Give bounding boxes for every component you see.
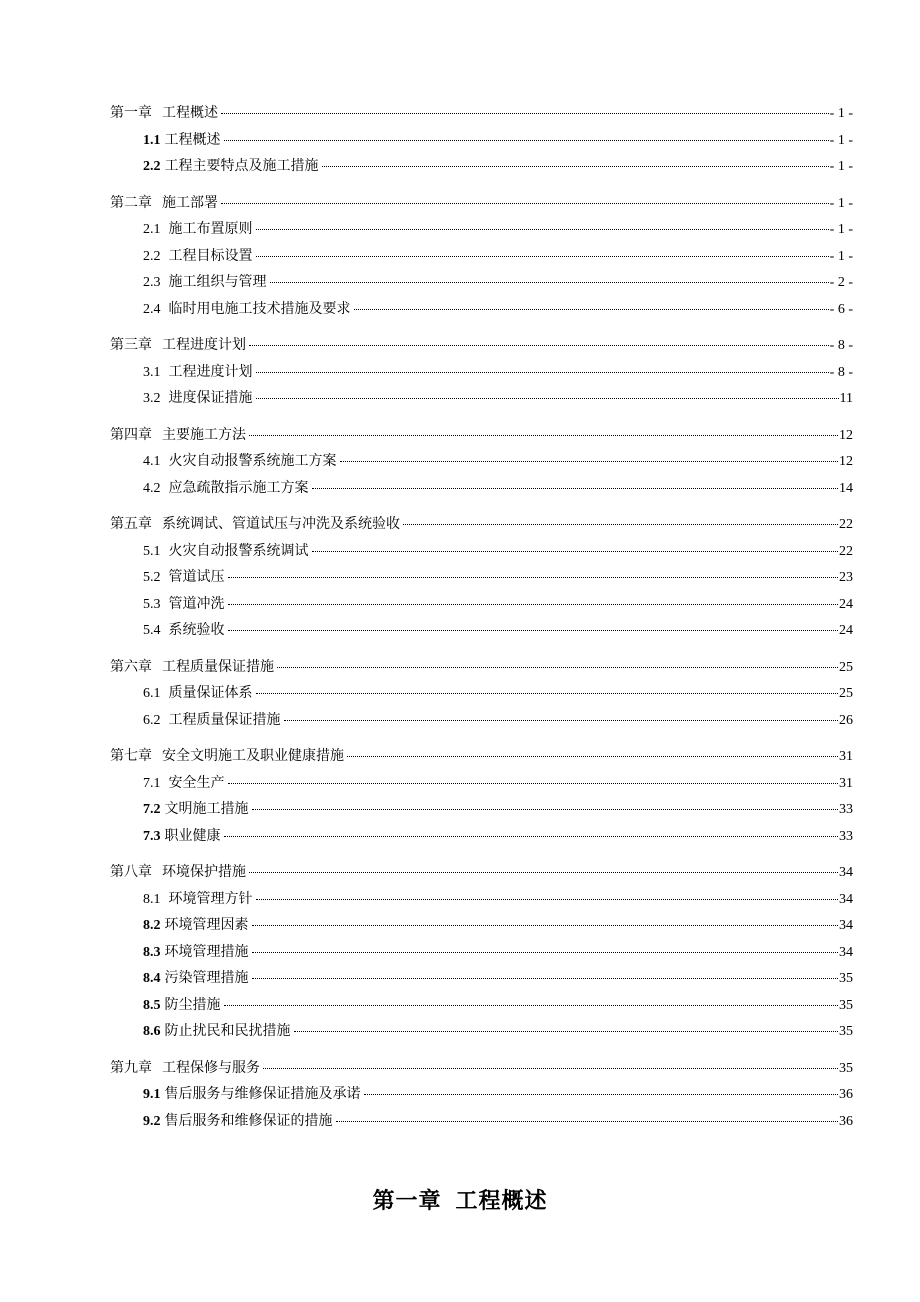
toc-dot-leader	[252, 809, 839, 810]
toc-section-entry[interactable]	[110, 707, 853, 734]
toc-entry-page: 33	[839, 828, 853, 844]
toc-chapter-entry[interactable]	[110, 511, 853, 538]
toc-entry-title: 工程概述	[164, 131, 221, 148]
toc-entry-page: 22	[839, 543, 853, 559]
toc-entry-title: 安全文明施工及职业健康措施	[162, 748, 344, 764]
toc-entry-page: 31	[839, 749, 853, 764]
toc-entry-number: 第三章	[110, 338, 152, 353]
toc-entry-number: 2.2	[143, 248, 161, 264]
toc-entry-number: 第四章	[110, 427, 152, 443]
toc-entry-title: 主要施工方法	[162, 426, 246, 443]
toc-entry-title: 应急疏散指示施工方案	[168, 479, 309, 496]
toc-section-entry[interactable]	[110, 359, 853, 386]
toc-entry-page: 11	[839, 391, 853, 406]
toc-section-entry[interactable]	[110, 243, 853, 270]
toc-dot-leader	[221, 203, 829, 204]
toc-dot-leader	[256, 899, 839, 900]
toc-entry-page: 34	[839, 944, 853, 960]
toc-entry-number: 8.4	[143, 971, 161, 986]
toc-entry-title: 工程目标设置	[168, 247, 253, 264]
toc-entry-title: 火灾自动报警系统施工方案	[168, 453, 337, 469]
toc-dot-leader	[252, 925, 839, 926]
toc-dot-leader	[322, 166, 829, 167]
toc-entry-page: 23	[839, 570, 853, 585]
toc-dot-leader	[336, 1121, 839, 1122]
toc-section-entry[interactable]	[110, 770, 853, 797]
toc-dot-leader	[256, 398, 839, 399]
toc-entry-page: 34	[839, 865, 853, 880]
toc-entry-title: 环境管理因素	[164, 917, 249, 933]
toc-entry-number: 9.2	[143, 1113, 161, 1129]
toc-entry-page: - 8 -	[829, 364, 853, 380]
toc-entry-number: 7.3	[143, 828, 161, 844]
toc-entry-number: 第七章	[110, 749, 152, 764]
toc-dot-leader	[403, 524, 838, 525]
toc-entry-number: 5.1	[143, 543, 161, 559]
toc-section-entry[interactable]	[110, 680, 853, 707]
toc-dot-leader	[256, 256, 829, 257]
toc-entry-number: 8.6	[143, 1024, 161, 1039]
toc-entry-title: 施工布置原则	[168, 221, 253, 237]
toc-entry-title: 火灾自动报警系统调试	[168, 542, 309, 559]
toc-entry-number: 5.2	[143, 570, 161, 585]
toc-section-entry[interactable]	[110, 127, 853, 154]
toc-entry-page: - 6 -	[829, 301, 853, 317]
toc-entry-page: 31	[839, 775, 853, 791]
toc-dot-leader	[256, 372, 829, 373]
toc-section-entry[interactable]	[110, 912, 853, 939]
toc-dot-leader	[228, 577, 839, 578]
toc-entry-number: 7.1	[143, 775, 161, 791]
toc-entry-number: 3.2	[143, 391, 161, 406]
toc-dot-leader	[224, 836, 839, 837]
toc-entry-page: 26	[839, 712, 853, 728]
toc-entry-page: - 1 -	[829, 195, 853, 211]
toc-entry-title: 工程质量保证措施	[162, 658, 274, 675]
toc-entry-title: 安全生产	[168, 774, 225, 791]
table-of-contents	[110, 100, 853, 1134]
toc-dot-leader	[256, 229, 829, 230]
toc-entry-page: - 2 -	[829, 275, 853, 290]
toc-entry-number: 第九章	[110, 1060, 152, 1076]
toc-entry-title: 工程进度计划	[162, 337, 246, 353]
toc-dot-leader	[224, 1005, 839, 1006]
toc-entry-page: - 1 -	[829, 106, 853, 121]
toc-entry-page: 34	[839, 918, 853, 933]
toc-entry-page: 25	[839, 686, 853, 701]
toc-section-entry[interactable]	[110, 216, 853, 243]
toc-entry-number: 8.1	[143, 891, 161, 907]
toc-entry-page: - 1 -	[829, 132, 853, 148]
toc-entry-number: 7.2	[143, 802, 161, 817]
toc-entry-page: 36	[839, 1113, 853, 1129]
toc-dot-leader	[277, 667, 838, 668]
toc-entry-page: 12	[839, 454, 853, 469]
toc-entry-number: 4.1	[143, 454, 161, 469]
toc-entry-title: 污染管理措施	[164, 970, 249, 986]
toc-entry-number: 2.2	[143, 159, 161, 174]
toc-dot-leader	[340, 461, 839, 462]
toc-entry-page: 33	[839, 802, 853, 817]
toc-dot-leader	[249, 345, 829, 346]
toc-dot-leader	[354, 309, 829, 310]
toc-chapter-entry[interactable]	[110, 654, 853, 681]
toc-section-entry[interactable]	[110, 564, 853, 591]
toc-entry-number: 2.1	[143, 222, 161, 237]
toc-entry-number: 第五章	[110, 517, 152, 532]
toc-entry-number: 5.3	[143, 596, 161, 612]
toc-dot-leader	[294, 1031, 839, 1032]
toc-entry-title: 质量保证体系	[168, 685, 253, 701]
toc-entry-title: 环境管理措施	[164, 943, 249, 960]
toc-entry-number: 第二章	[110, 195, 152, 211]
toc-entry-page: - 1 -	[829, 248, 853, 264]
toc-dot-leader	[284, 720, 839, 721]
chapter-heading	[0, 1184, 920, 1215]
toc-dot-leader	[364, 1094, 839, 1095]
toc-entry-number: 第一章	[110, 106, 152, 121]
toc-entry-number: 6.1	[143, 686, 161, 701]
toc-entry-title: 临时用电施工技术措施及要求	[168, 300, 351, 317]
toc-entry-number: 8.3	[143, 944, 161, 960]
toc-entry-page: 35	[839, 1024, 853, 1039]
toc-dot-leader	[228, 783, 839, 784]
toc-entry-title: 防尘措施	[164, 996, 221, 1013]
toc-entry-number: 8.5	[143, 997, 161, 1013]
toc-entry-page: - 1 -	[829, 159, 853, 174]
toc-dot-leader	[249, 872, 838, 873]
toc-entry-page: - 1 -	[829, 222, 853, 237]
toc-dot-leader	[252, 978, 839, 979]
toc-entry-number: 6.2	[143, 712, 161, 728]
toc-entry-title: 工程质量保证措施	[168, 711, 281, 728]
toc-entry-title: 文明施工措施	[164, 801, 249, 817]
toc-entry-number: 1.1	[143, 132, 161, 148]
chapter-heading-number: 第一章	[372, 1188, 442, 1214]
toc-entry-page: 35	[839, 971, 853, 986]
toc-dot-leader	[249, 435, 838, 436]
toc-chapter-entry[interactable]	[110, 190, 853, 217]
toc-entry-title: 进度保证措施	[168, 390, 253, 406]
toc-dot-leader	[312, 488, 839, 489]
toc-entry-title: 售后服务和维修保证的措施	[164, 1112, 333, 1129]
toc-entry-title: 售后服务与维修保证措施及承诺	[164, 1086, 361, 1102]
toc-entry-number: 9.1	[143, 1087, 161, 1102]
toc-section-entry[interactable]	[110, 538, 853, 565]
toc-chapter-entry[interactable]	[110, 1055, 853, 1082]
toc-section-entry[interactable]	[110, 385, 853, 412]
toc-section-entry[interactable]	[110, 823, 853, 850]
toc-entry-page: 36	[839, 1087, 853, 1102]
toc-entry-number: 3.1	[143, 364, 161, 380]
toc-dot-leader	[221, 113, 829, 114]
toc-dot-leader	[347, 756, 838, 757]
toc-chapter-entry[interactable]	[110, 100, 853, 127]
toc-dot-leader	[312, 551, 839, 552]
toc-entry-title: 施工组织与管理	[168, 274, 267, 290]
toc-section-entry[interactable]	[110, 992, 853, 1019]
toc-section-entry[interactable]	[110, 886, 853, 913]
toc-chapter-entry[interactable]	[110, 859, 853, 886]
toc-entry-page: 24	[839, 596, 853, 612]
toc-entry-title: 环境管理方针	[168, 890, 253, 907]
toc-entry-title: 工程主要特点及施工措施	[164, 158, 319, 174]
toc-section-entry[interactable]	[110, 475, 853, 502]
toc-entry-number: 2.3	[143, 275, 161, 290]
toc-entry-page: 12	[839, 427, 853, 443]
toc-entry-page: 22	[839, 517, 853, 532]
toc-entry-title: 管道试压	[168, 569, 225, 585]
toc-entry-page: 34	[839, 891, 853, 907]
toc-dot-leader	[252, 952, 839, 953]
toc-entry-page: 25	[839, 659, 853, 675]
toc-section-entry[interactable]	[110, 591, 853, 618]
toc-entry-page: 14	[839, 480, 853, 496]
toc-entry-page: - 8 -	[829, 338, 853, 353]
toc-section-entry[interactable]	[110, 796, 853, 823]
toc-entry-number: 8.2	[143, 918, 161, 933]
toc-entry-title: 管道冲洗	[168, 595, 225, 612]
toc-entry-title: 系统调试、管道试压与冲洗及系统验收	[162, 516, 400, 532]
toc-chapter-entry[interactable]	[110, 743, 853, 770]
toc-chapter-entry[interactable]	[110, 332, 853, 359]
toc-entry-title: 环境保护措施	[162, 864, 246, 880]
toc-section-entry[interactable]	[110, 965, 853, 992]
toc-entry-title: 工程进度计划	[168, 363, 253, 380]
toc-entry-title: 防止扰民和民扰措施	[164, 1023, 291, 1039]
toc-section-entry[interactable]	[110, 1108, 853, 1135]
toc-chapter-entry[interactable]	[110, 422, 853, 449]
toc-entry-number: 5.4	[143, 623, 161, 638]
toc-section-entry[interactable]	[110, 448, 853, 475]
toc-dot-leader	[270, 282, 829, 283]
toc-entry-title: 工程概述	[162, 105, 218, 121]
toc-entry-number: 第八章	[110, 865, 152, 880]
toc-entry-number: 4.2	[143, 480, 161, 496]
toc-entry-page: 35	[839, 1060, 853, 1076]
toc-section-entry[interactable]	[110, 1018, 853, 1045]
toc-dot-leader	[228, 604, 839, 605]
toc-dot-leader	[224, 140, 829, 141]
toc-section-entry[interactable]	[110, 1081, 853, 1108]
toc-entry-title: 系统验收	[168, 622, 225, 638]
toc-entry-title: 施工部署	[162, 194, 218, 211]
toc-entry-title: 工程保修与服务	[162, 1059, 260, 1076]
toc-dot-leader	[256, 693, 839, 694]
toc-section-entry[interactable]	[110, 939, 853, 966]
toc-entry-page: 24	[839, 623, 853, 638]
chapter-heading-title: 工程概述	[455, 1188, 548, 1214]
toc-entry-title: 职业健康	[164, 827, 221, 844]
toc-section-entry[interactable]	[110, 617, 853, 644]
toc-section-entry[interactable]	[110, 269, 853, 296]
toc-dot-leader	[263, 1068, 838, 1069]
toc-entry-page: 35	[839, 997, 853, 1013]
toc-entry-number: 第六章	[110, 659, 152, 675]
toc-section-entry[interactable]	[110, 296, 853, 323]
toc-entry-number: 2.4	[143, 301, 161, 317]
toc-section-entry[interactable]	[110, 153, 853, 180]
toc-dot-leader	[228, 630, 839, 631]
